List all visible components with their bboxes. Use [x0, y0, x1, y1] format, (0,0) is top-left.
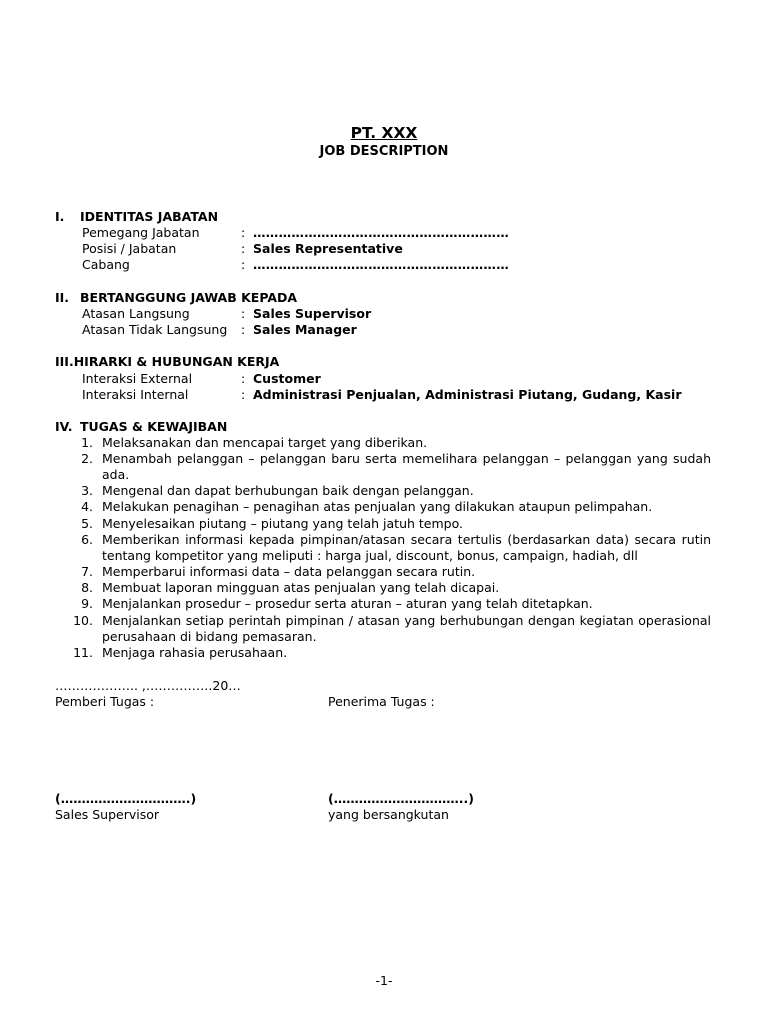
section-title: III.HIRARKI & HUBUNGAN KERJA [55, 354, 280, 369]
task-number: 5. [81, 516, 93, 531]
task-number: 4. [81, 499, 93, 514]
field-value: Customer [253, 371, 321, 386]
task-number: 7. [81, 564, 93, 579]
task-number: 2. [81, 451, 93, 466]
field-colon: : [241, 371, 246, 386]
giver-role: Sales Supervisor [55, 807, 160, 822]
field-label: Atasan Langsung [82, 306, 190, 321]
section-number: IV. [55, 419, 73, 434]
task-text: Melaksanakan dan mencapai target yang diberikan. [102, 435, 428, 450]
task-text: Memperbarui informasi data – data pelanggan secara rutin. [102, 564, 476, 579]
field-value: Administrasi Penjualan, Administrasi Piutang, Gudang, Kasir [253, 387, 682, 402]
task-text: Memberikan informasi kepada pimpinan/atasan secara tertulis (berdasarkan data) secara rutin [102, 532, 711, 547]
field-colon: : [241, 225, 246, 240]
field-colon: : [241, 322, 246, 337]
task-text: perusahaan di bidang pemasaran. [102, 629, 317, 644]
task-text: Menjalankan setiap perintah pimpinan / atasan yang berhubungan dengan kegiatan operasional [102, 613, 711, 628]
task-text: Menambah pelanggan – pelanggan baru serta memelihara pelanggan – pelanggan yang sudah [102, 451, 711, 466]
date-line: ……………….. ,…………….20… [55, 678, 241, 693]
receiver-role: yang bersangkutan [328, 807, 449, 822]
section-title: TUGAS & KEWAJIBAN [80, 419, 228, 434]
receiver-signature-line: (…………………………..) [328, 791, 474, 806]
field-label: Posisi / Jabatan [82, 241, 177, 256]
task-number: 1. [81, 435, 93, 450]
giver-label: Pemberi Tugas : [55, 694, 155, 709]
task-number: 10. [73, 613, 93, 628]
field-colon: : [241, 241, 246, 256]
section-title: BERTANGGUNG JAWAB KEPADA [80, 290, 298, 305]
field-value: Sales Supervisor [253, 306, 372, 321]
field-label: Pemegang Jabatan [82, 225, 200, 240]
section-number: I. [55, 209, 65, 224]
field-colon: : [241, 306, 246, 321]
field-label: Atasan Tidak Langsung [82, 322, 228, 337]
field-value: Sales Representative [253, 241, 403, 256]
task-text: Membuat laporan mingguan atas penjualan yang telah dicapai. [102, 580, 500, 595]
task-number: 9. [81, 596, 93, 611]
task-text: Menyelesaikan piutang – piutang yang telah jatuh tempo. [102, 516, 463, 531]
section-title: IDENTITAS JABATAN [80, 209, 219, 224]
task-number: 3. [81, 483, 93, 498]
receiver-label: Penerima Tugas : [328, 694, 435, 709]
task-text: Menjaga rahasia perusahaan. [102, 645, 288, 660]
field-value: Sales Manager [253, 322, 357, 337]
field-colon: : [241, 257, 246, 272]
task-text: Melakukan penagihan – penagihan atas penjualan yang dilakukan ataupun pelimpahan. [102, 499, 653, 514]
document-title: JOB DESCRIPTION [319, 144, 449, 159]
field-label: Interaksi External [82, 371, 193, 386]
field-value: …………………………………………………… [253, 257, 509, 272]
giver-signature-line: (………………………….) [55, 791, 197, 806]
task-text: Menjalankan prosedur – prosedur serta aturan – aturan yang telah ditetapkan. [102, 596, 593, 611]
task-number: 8. [81, 580, 93, 595]
task-number: 6. [81, 532, 93, 547]
page-number: -1- [375, 973, 393, 988]
task-text: Mengenal dan dapat berhubungan baik dengan pelanggan. [102, 483, 474, 498]
field-value: …………………………………………………… [253, 225, 509, 240]
field-label: Cabang [82, 257, 130, 272]
task-text: ada. [102, 467, 130, 482]
task-number: 11. [73, 645, 93, 660]
company-title: PT. XXX [350, 124, 418, 142]
task-text: tentang kompetitor yang meliputi : harga jual, discount, bonus, campaign, hadiah, dll [102, 548, 638, 563]
field-colon: : [241, 387, 246, 402]
section-number: II. [55, 290, 70, 305]
field-label: Interaksi Internal [82, 387, 189, 402]
